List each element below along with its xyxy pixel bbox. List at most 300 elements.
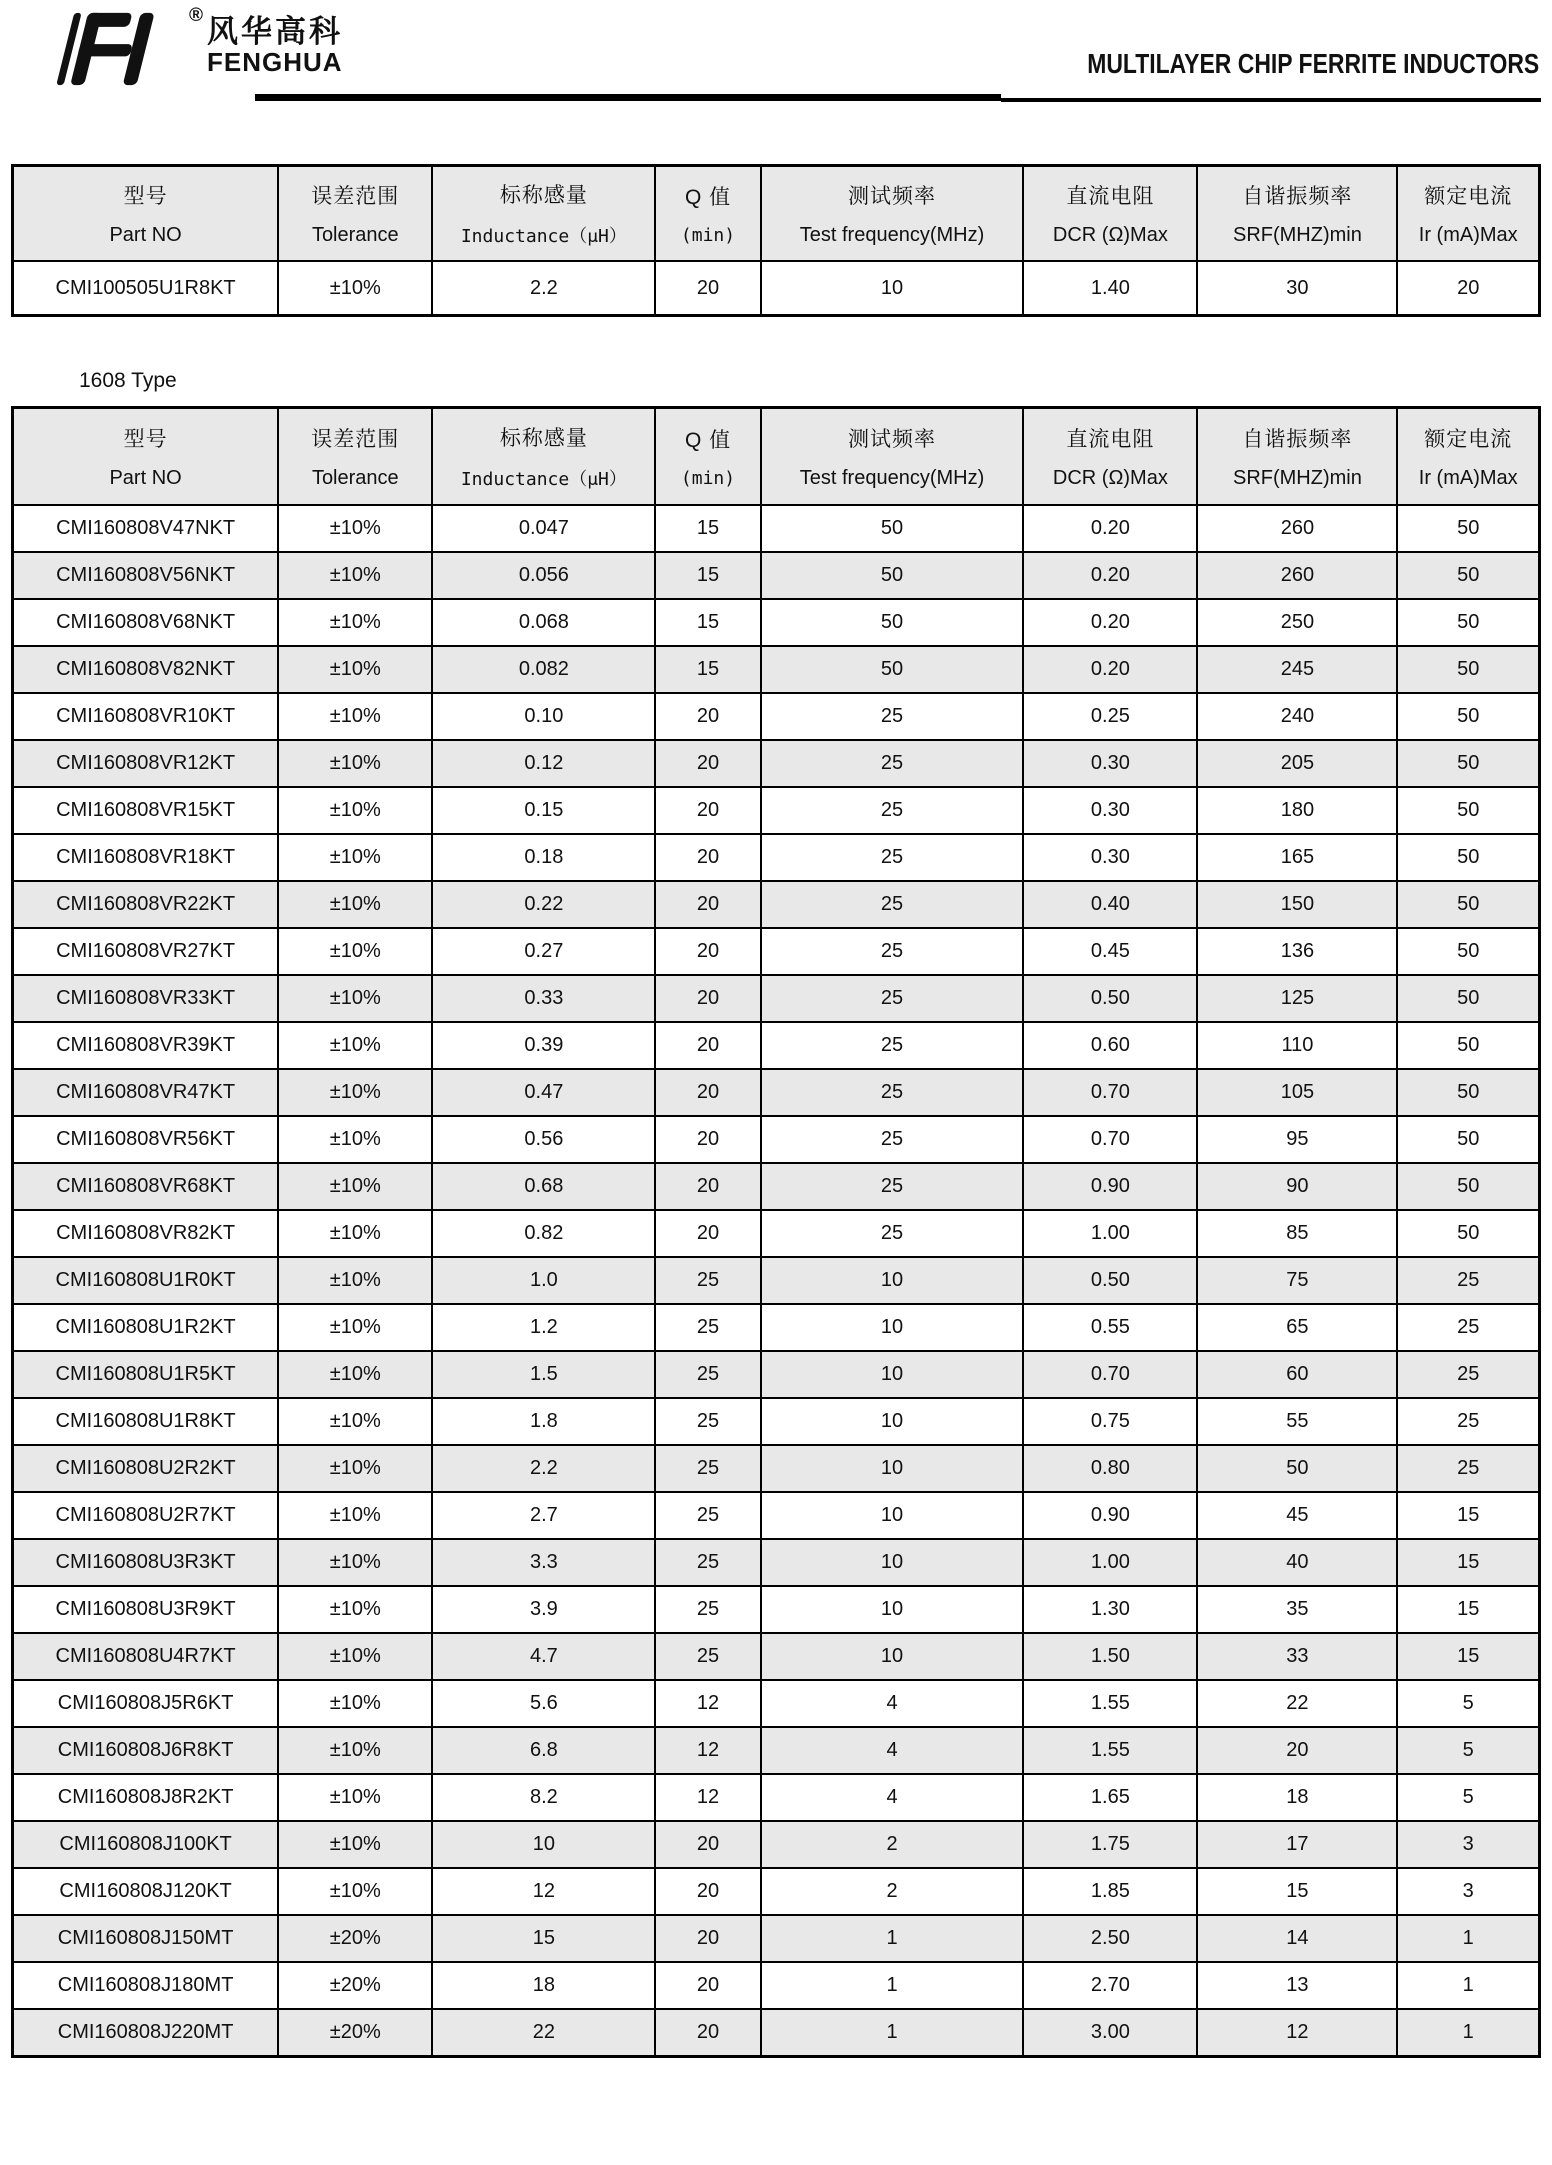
value-cell: 20 xyxy=(1397,261,1539,316)
value-cell: 20 xyxy=(655,787,760,834)
value-cell: 1.55 xyxy=(1023,1727,1197,1774)
value-cell: 0.056 xyxy=(432,552,655,599)
column-header-cn: Q 值 xyxy=(684,186,732,209)
value-cell: 0.12 xyxy=(432,740,655,787)
part-no-cell: CMI160808J6R8KT xyxy=(13,1727,279,1774)
page-title: MULTILAYER CHIP FERRITE INDUCTORS xyxy=(1086,48,1539,79)
value-cell: ±10% xyxy=(278,1680,432,1727)
value-cell: 0.75 xyxy=(1023,1398,1197,1445)
value-cell: 90 xyxy=(1197,1163,1397,1210)
column-header-cn: 测试频率 xyxy=(848,185,937,209)
value-cell: 20 xyxy=(655,1210,760,1257)
value-cell: 30 xyxy=(1197,261,1397,316)
value-cell: 0.47 xyxy=(432,1069,655,1116)
table-row xyxy=(13,1492,1540,1539)
part-no-cell: CMI160808U3R9KT xyxy=(13,1586,279,1633)
value-cell: 25 xyxy=(761,1022,1024,1069)
value-cell: 12 xyxy=(655,1680,760,1727)
value-cell: 1 xyxy=(1397,1915,1539,1962)
value-cell: 0.20 xyxy=(1023,646,1197,693)
table-row xyxy=(13,505,1540,552)
value-cell: ±10% xyxy=(278,1539,432,1586)
table-row xyxy=(13,599,1540,646)
table-row xyxy=(13,1680,1540,1727)
table-row xyxy=(13,881,1540,928)
value-cell: 25 xyxy=(761,881,1024,928)
value-cell: 1.00 xyxy=(1023,1210,1197,1257)
value-cell: 50 xyxy=(1397,1163,1539,1210)
value-cell: ±10% xyxy=(278,1210,432,1257)
value-cell: 205 xyxy=(1197,740,1397,787)
column-header xyxy=(655,408,760,506)
value-cell: 20 xyxy=(655,693,760,740)
value-cell: 25 xyxy=(655,1445,760,1492)
value-cell: 180 xyxy=(1197,787,1397,834)
value-cell: 1.40 xyxy=(1023,261,1197,316)
value-cell: 22 xyxy=(432,2009,655,2057)
part-no-cell: CMI160808VR82KT xyxy=(13,1210,279,1257)
brand-text xyxy=(207,8,343,75)
table-row xyxy=(13,1774,1540,1821)
column-header-en: Tolerance xyxy=(311,467,399,489)
value-cell: 1.2 xyxy=(432,1304,655,1351)
value-cell: 25 xyxy=(1397,1445,1539,1492)
table-row xyxy=(13,928,1540,975)
value-cell: 2.2 xyxy=(432,1445,655,1492)
column-header xyxy=(432,408,655,506)
column-header xyxy=(13,408,279,506)
value-cell: 3.3 xyxy=(432,1539,655,1586)
part-no-cell: CMI160808VR27KT xyxy=(13,928,279,975)
brand-name-chinese: 风华高科 xyxy=(207,14,343,49)
table-row xyxy=(13,1163,1540,1210)
column-header xyxy=(432,166,655,262)
value-cell: 25 xyxy=(761,928,1024,975)
value-cell: 125 xyxy=(1197,975,1397,1022)
column-header-cn: 标称感量 xyxy=(499,184,588,208)
value-cell: 25 xyxy=(1397,1257,1539,1304)
value-cell: 50 xyxy=(1197,1445,1397,1492)
value-cell: 3 xyxy=(1397,1821,1539,1868)
value-cell: 50 xyxy=(1397,552,1539,599)
value-cell: 25 xyxy=(761,834,1024,881)
value-cell: 0.30 xyxy=(1023,787,1197,834)
value-cell: 20 xyxy=(655,834,760,881)
value-cell: 20 xyxy=(655,928,760,975)
part-no-cell: CMI160808V56NKT xyxy=(13,552,279,599)
value-cell: 1 xyxy=(761,1962,1024,2009)
value-cell: 50 xyxy=(1397,693,1539,740)
value-cell: 25 xyxy=(655,1633,760,1680)
value-cell: 15 xyxy=(655,552,760,599)
table-row xyxy=(13,1727,1540,1774)
column-header-en: SRF(MHZ)min xyxy=(1232,223,1362,246)
value-cell: 15 xyxy=(1397,1633,1539,1680)
value-cell: 60 xyxy=(1197,1351,1397,1398)
column-header-en: SRF(MHZ)min xyxy=(1232,467,1362,489)
value-cell: 1.8 xyxy=(432,1398,655,1445)
value-cell: 50 xyxy=(1397,1116,1539,1163)
part-no-cell: CMI160808VR33KT xyxy=(13,975,279,1022)
value-cell: 50 xyxy=(1397,646,1539,693)
column-header-cn: 额定电流 xyxy=(1424,185,1513,209)
column-header xyxy=(1197,408,1397,506)
value-cell: 1 xyxy=(1397,2009,1539,2057)
value-cell: 20 xyxy=(655,261,760,316)
value-cell: 25 xyxy=(1397,1304,1539,1351)
table-row xyxy=(13,552,1540,599)
value-cell: 0.30 xyxy=(1023,834,1197,881)
part-no-cell: CMI160808J220MT xyxy=(13,2009,279,2057)
value-cell: 240 xyxy=(1197,693,1397,740)
value-cell: 50 xyxy=(1397,1069,1539,1116)
value-cell: 10 xyxy=(761,1633,1024,1680)
value-cell: 12 xyxy=(432,1868,655,1915)
value-cell: 0.30 xyxy=(1023,740,1197,787)
part-no-cell: CMI160808J100KT xyxy=(13,1821,279,1868)
table-row xyxy=(13,693,1540,740)
value-cell: ±20% xyxy=(278,2009,432,2057)
value-cell: 0.10 xyxy=(432,693,655,740)
value-cell: 1.75 xyxy=(1023,1821,1197,1868)
value-cell: ±10% xyxy=(278,1727,432,1774)
value-cell: 14 xyxy=(1197,1915,1397,1962)
value-cell: ±10% xyxy=(278,1069,432,1116)
column-header-cn: 直流电阻 xyxy=(1066,428,1155,451)
part-no-cell: CMI160808U2R7KT xyxy=(13,1492,279,1539)
table-header xyxy=(13,408,1540,506)
value-cell: 50 xyxy=(1397,599,1539,646)
part-no-cell: CMI160808VR47KT xyxy=(13,1069,279,1116)
value-cell: 0.068 xyxy=(432,599,655,646)
value-cell: 260 xyxy=(1197,552,1397,599)
value-cell: 25 xyxy=(761,787,1024,834)
value-cell: ±10% xyxy=(278,646,432,693)
value-cell: ±10% xyxy=(278,1304,432,1351)
value-cell: 50 xyxy=(761,599,1024,646)
value-cell: 50 xyxy=(1397,787,1539,834)
value-cell: 10 xyxy=(432,1821,655,1868)
part-no-cell: CMI160808U1R5KT xyxy=(13,1351,279,1398)
column-header xyxy=(761,408,1024,506)
value-cell: 20 xyxy=(655,1915,760,1962)
table-row xyxy=(13,1633,1540,1680)
value-cell: 25 xyxy=(761,1163,1024,1210)
value-cell: ±10% xyxy=(278,787,432,834)
table-row xyxy=(13,1445,1540,1492)
value-cell: 15 xyxy=(655,646,760,693)
value-cell: 0.60 xyxy=(1023,1022,1197,1069)
value-cell: 25 xyxy=(761,740,1024,787)
part-no-cell: CMI160808U2R2KT xyxy=(13,1445,279,1492)
value-cell: ±10% xyxy=(278,881,432,928)
value-cell: 2.50 xyxy=(1023,1915,1197,1962)
value-cell: 250 xyxy=(1197,599,1397,646)
value-cell: 15 xyxy=(655,505,760,552)
column-header-cn: Q 值 xyxy=(684,428,732,452)
value-cell: 35 xyxy=(1197,1586,1397,1633)
part-no-cell: CMI160808J5R6KT xyxy=(13,1680,279,1727)
value-cell: 0.40 xyxy=(1023,881,1197,928)
value-cell: 20 xyxy=(655,1868,760,1915)
column-header-cn: 标称感量 xyxy=(499,427,588,450)
value-cell: 10 xyxy=(761,1398,1024,1445)
value-cell: ±10% xyxy=(278,599,432,646)
value-cell: 25 xyxy=(655,1351,760,1398)
value-cell: 150 xyxy=(1197,881,1397,928)
column-header-en: Test frequency(MHz) xyxy=(799,223,985,246)
value-cell: 13 xyxy=(1197,1962,1397,2009)
value-cell: 20 xyxy=(655,1069,760,1116)
value-cell: 0.56 xyxy=(432,1116,655,1163)
column-header-cn: 自谐振频率 xyxy=(1242,428,1353,451)
value-cell: 2.2 xyxy=(432,261,655,316)
value-cell: 1.85 xyxy=(1023,1868,1197,1915)
value-cell: 25 xyxy=(1397,1351,1539,1398)
value-cell: 3.9 xyxy=(432,1586,655,1633)
value-cell: ±20% xyxy=(278,1962,432,2009)
column-header-en: (min) xyxy=(680,225,736,246)
table-row xyxy=(13,787,1540,834)
value-cell: 50 xyxy=(761,552,1024,599)
value-cell: 5.6 xyxy=(432,1680,655,1727)
part-no-cell: CMI160808V68NKT xyxy=(13,599,279,646)
column-header xyxy=(278,166,432,262)
value-cell: ±10% xyxy=(278,975,432,1022)
value-cell: ±10% xyxy=(278,1398,432,1445)
value-cell: 1.0 xyxy=(432,1257,655,1304)
part-no-cell: CMI160808U4R7KT xyxy=(13,1633,279,1680)
value-cell: 0.20 xyxy=(1023,505,1197,552)
value-cell: 6.8 xyxy=(432,1727,655,1774)
part-no-cell: CMI160808VR68KT xyxy=(13,1163,279,1210)
table-row xyxy=(13,1962,1540,2009)
table-row xyxy=(13,740,1540,787)
column-header-cn: 额定电流 xyxy=(1424,428,1513,451)
part-no-cell: CMI160808VR12KT xyxy=(13,740,279,787)
value-cell: 10 xyxy=(761,1304,1024,1351)
value-cell: 5 xyxy=(1397,1727,1539,1774)
value-cell: 0.25 xyxy=(1023,693,1197,740)
column-header xyxy=(761,166,1024,262)
value-cell: 20 xyxy=(655,1116,760,1163)
column-header-en: Inductance（μH） xyxy=(460,469,627,490)
value-cell: 0.082 xyxy=(432,646,655,693)
value-cell: 1.5 xyxy=(432,1351,655,1398)
column-header-cn: 型号 xyxy=(123,185,168,209)
value-cell: 50 xyxy=(1397,834,1539,881)
value-cell: ±10% xyxy=(278,834,432,881)
value-cell: 40 xyxy=(1197,1539,1397,1586)
value-cell: 10 xyxy=(761,1586,1024,1633)
value-cell: 18 xyxy=(432,1962,655,2009)
fenghua-logo-icon xyxy=(39,5,203,90)
column-header-cn: 测试频率 xyxy=(848,428,937,451)
part-no-cell: CMI160808U3R3KT xyxy=(13,1539,279,1586)
part-no-cell: CMI160808J120KT xyxy=(13,1868,279,1915)
value-cell: 0.20 xyxy=(1023,599,1197,646)
table-row xyxy=(13,1539,1540,1586)
value-cell: 165 xyxy=(1197,834,1397,881)
table-row xyxy=(13,1351,1540,1398)
value-cell: 0.70 xyxy=(1023,1116,1197,1163)
table-row xyxy=(13,1022,1540,1069)
value-cell: 0.45 xyxy=(1023,928,1197,975)
value-cell: 25 xyxy=(655,1492,760,1539)
value-cell: 25 xyxy=(761,1069,1024,1116)
part-no-cell: CMI160808U1R2KT xyxy=(13,1304,279,1351)
table-row xyxy=(13,1304,1540,1351)
part-no-cell: CMI160808V47NKT xyxy=(13,505,279,552)
value-cell: 20 xyxy=(655,881,760,928)
value-cell: 95 xyxy=(1197,1116,1397,1163)
value-cell: ±10% xyxy=(278,1492,432,1539)
value-cell: 10 xyxy=(761,1257,1024,1304)
section-label-1608-type: 1608 Type xyxy=(79,369,177,392)
column-header xyxy=(1023,408,1197,506)
value-cell: ±10% xyxy=(278,693,432,740)
part-no-cell: CMI160808J8R2KT xyxy=(13,1774,279,1821)
value-cell: 25 xyxy=(761,975,1024,1022)
value-cell: 33 xyxy=(1197,1633,1397,1680)
value-cell: 0.50 xyxy=(1023,1257,1197,1304)
brand-name-english: FENGHUA xyxy=(207,47,343,77)
value-cell: 2.7 xyxy=(432,1492,655,1539)
column-header xyxy=(1397,408,1539,506)
value-cell: 25 xyxy=(655,1586,760,1633)
column-header-en: Part NO xyxy=(109,467,182,489)
table-row xyxy=(13,834,1540,881)
value-cell: 0.33 xyxy=(432,975,655,1022)
part-no-cell: CMI160808VR39KT xyxy=(13,1022,279,1069)
value-cell: 50 xyxy=(1397,928,1539,975)
value-cell: 25 xyxy=(655,1539,760,1586)
value-cell: 65 xyxy=(1197,1304,1397,1351)
page-header xyxy=(11,5,1541,94)
column-header-cn: 直流电阻 xyxy=(1066,185,1155,209)
table-row xyxy=(13,261,1540,316)
value-cell: 0.80 xyxy=(1023,1445,1197,1492)
column-header-en: Tolerance xyxy=(311,223,399,246)
column-header xyxy=(1197,166,1397,262)
value-cell: 3.00 xyxy=(1023,2009,1197,2057)
value-cell: 20 xyxy=(655,1821,760,1868)
value-cell: 50 xyxy=(1397,505,1539,552)
header-divider-thin xyxy=(1001,98,1541,102)
value-cell: 15 xyxy=(655,599,760,646)
part-no-cell: CMI160808J180MT xyxy=(13,1962,279,2009)
value-cell: ±10% xyxy=(278,261,432,316)
value-cell: 136 xyxy=(1197,928,1397,975)
value-cell: 25 xyxy=(1397,1398,1539,1445)
value-cell: 25 xyxy=(655,1257,760,1304)
value-cell: 1 xyxy=(1397,1962,1539,2009)
value-cell: 0.55 xyxy=(1023,1304,1197,1351)
value-cell: 2 xyxy=(761,1821,1024,1868)
table-row xyxy=(13,1586,1540,1633)
value-cell: 55 xyxy=(1197,1398,1397,1445)
value-cell: 10 xyxy=(761,1539,1024,1586)
value-cell: 50 xyxy=(761,646,1024,693)
column-header-en: DCR (Ω)Max xyxy=(1052,467,1168,489)
value-cell: 0.20 xyxy=(1023,552,1197,599)
column-header-en: Ir (mA)Max xyxy=(1418,223,1518,246)
value-cell: 0.27 xyxy=(432,928,655,975)
table-row xyxy=(13,1069,1540,1116)
registered-trademark-icon: ® xyxy=(189,5,203,26)
value-cell: 5 xyxy=(1397,1680,1539,1727)
value-cell: 50 xyxy=(1397,881,1539,928)
value-cell: 50 xyxy=(1397,740,1539,787)
value-cell: 15 xyxy=(1397,1586,1539,1633)
value-cell: 15 xyxy=(432,1915,655,1962)
value-cell: 2 xyxy=(761,1868,1024,1915)
value-cell: 50 xyxy=(761,505,1024,552)
value-cell: 2.70 xyxy=(1023,1962,1197,2009)
value-cell: 15 xyxy=(1397,1539,1539,1586)
value-cell: ±20% xyxy=(278,1915,432,1962)
part-no-cell: CMI160808J150MT xyxy=(13,1915,279,1962)
value-cell: 50 xyxy=(1397,1210,1539,1257)
value-cell: ±10% xyxy=(278,1116,432,1163)
value-cell: 50 xyxy=(1397,975,1539,1022)
value-cell: 20 xyxy=(1197,1727,1397,1774)
value-cell: 20 xyxy=(655,740,760,787)
value-cell: 0.82 xyxy=(432,1210,655,1257)
value-cell: 17 xyxy=(1197,1821,1397,1868)
value-cell: 22 xyxy=(1197,1680,1397,1727)
value-cell: 25 xyxy=(761,1116,1024,1163)
table-row xyxy=(13,1915,1540,1962)
value-cell: 85 xyxy=(1197,1210,1397,1257)
column-header-cn: 自谐振频率 xyxy=(1242,185,1353,209)
value-cell: 4 xyxy=(761,1727,1024,1774)
part-no-cell: CMI160808VR18KT xyxy=(13,834,279,881)
table-row xyxy=(13,1868,1540,1915)
column-header-en: Part NO xyxy=(109,223,182,246)
header-divider-thick xyxy=(255,94,1001,101)
value-cell: 0.70 xyxy=(1023,1351,1197,1398)
value-cell: 5 xyxy=(1397,1774,1539,1821)
table-row xyxy=(13,646,1540,693)
value-cell: 1 xyxy=(761,2009,1024,2057)
value-cell: 10 xyxy=(761,261,1024,316)
value-cell: 0.50 xyxy=(1023,975,1197,1022)
value-cell: 1.55 xyxy=(1023,1680,1197,1727)
value-cell: 25 xyxy=(655,1398,760,1445)
table-row xyxy=(13,1210,1540,1257)
value-cell: 3 xyxy=(1397,1868,1539,1915)
value-cell: 10 xyxy=(761,1351,1024,1398)
value-cell: 25 xyxy=(761,693,1024,740)
value-cell: 260 xyxy=(1197,505,1397,552)
part-no-cell: CMI100505U1R8KT xyxy=(13,261,279,316)
value-cell: ±10% xyxy=(278,1774,432,1821)
value-cell: ±10% xyxy=(278,1351,432,1398)
value-cell: 15 xyxy=(1397,1492,1539,1539)
value-cell: 15 xyxy=(1197,1868,1397,1915)
value-cell: 4.7 xyxy=(432,1633,655,1680)
table-row xyxy=(13,975,1540,1022)
value-cell: 10 xyxy=(761,1445,1024,1492)
value-cell: ±10% xyxy=(278,928,432,975)
value-cell: ±10% xyxy=(278,740,432,787)
column-header-en: Test frequency(MHz) xyxy=(799,467,985,489)
column-header-en: Inductance（μH） xyxy=(460,225,627,247)
column-header xyxy=(278,408,432,506)
value-cell: 1.00 xyxy=(1023,1539,1197,1586)
value-cell: ±10% xyxy=(278,1633,432,1680)
